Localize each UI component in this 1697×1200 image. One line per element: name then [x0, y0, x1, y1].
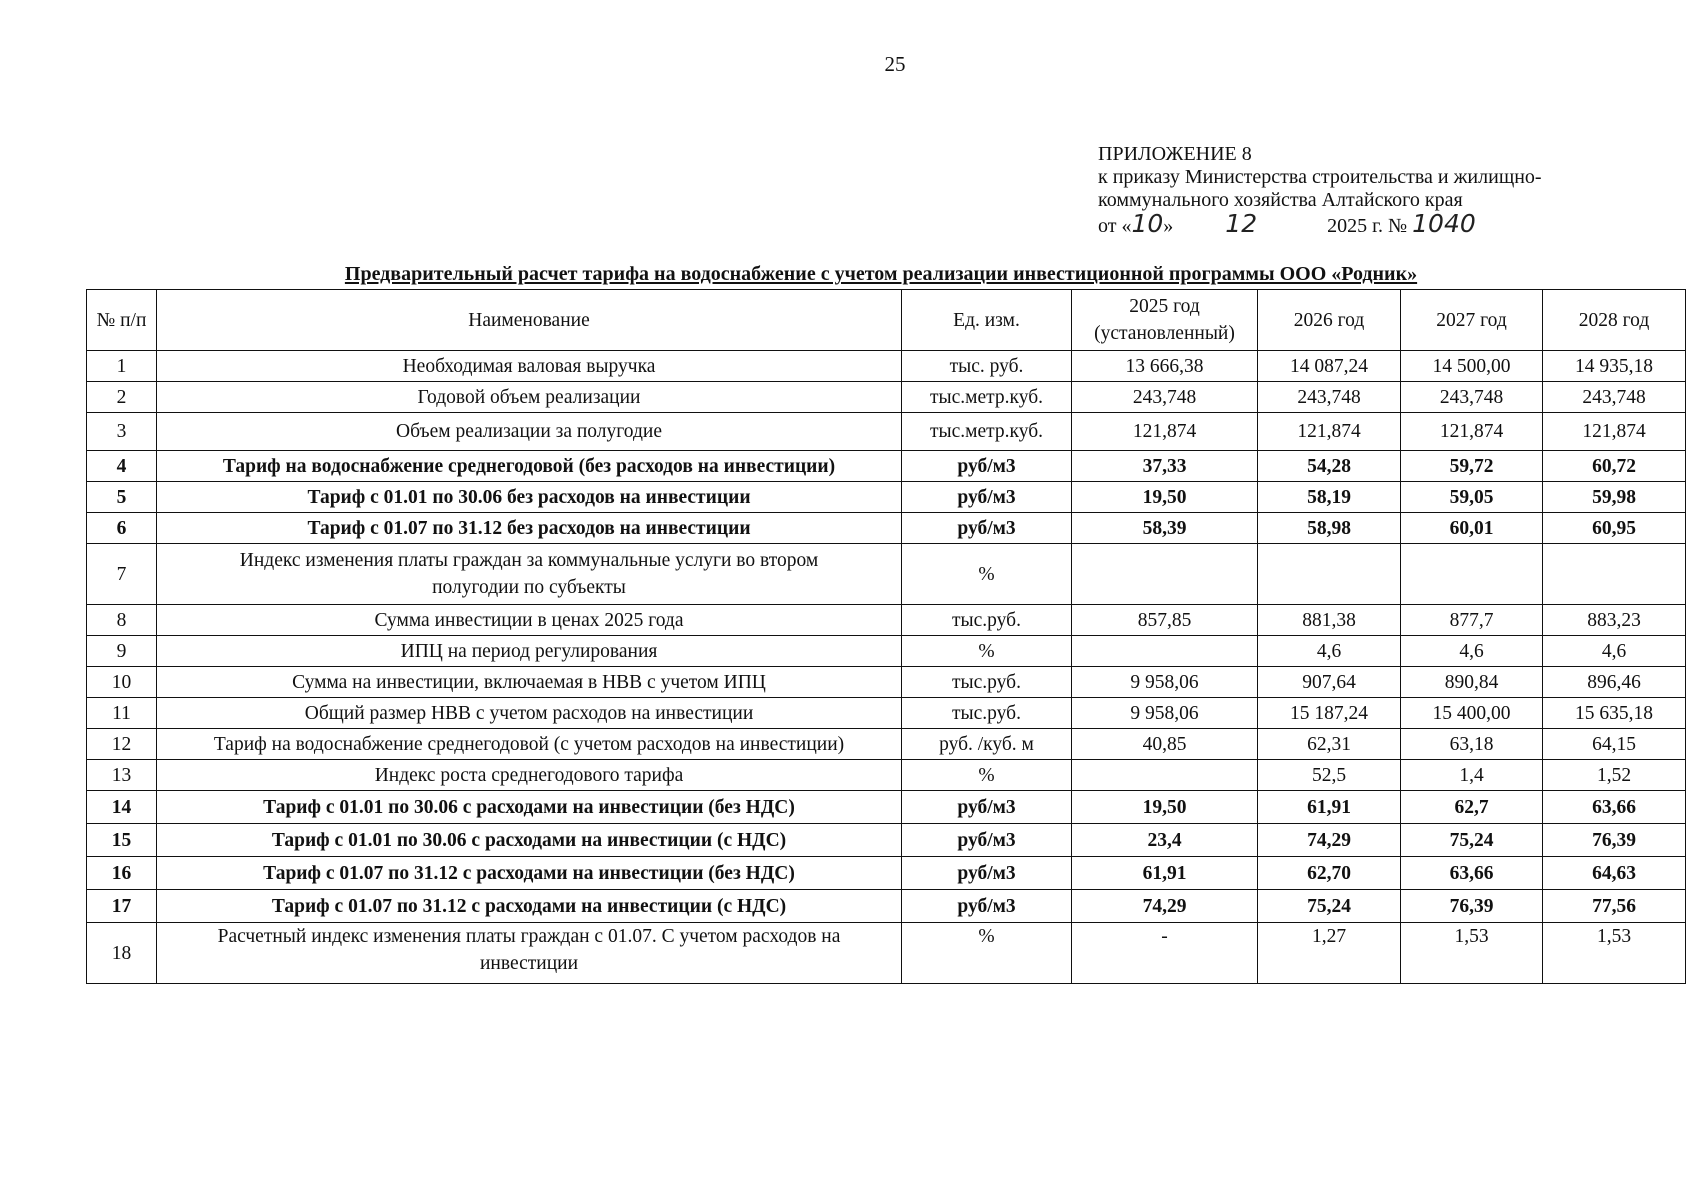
row-2025: 37,33: [1072, 451, 1258, 482]
row-name: [157, 544, 902, 605]
table-row: [87, 857, 1686, 890]
row-unit: %: [902, 923, 1072, 984]
row-2028: 1,52: [1543, 760, 1686, 791]
row-unit: тыс.метр.куб.: [902, 382, 1072, 413]
row-2028: 15 635,18: [1543, 698, 1686, 729]
row-2025: 19,50: [1072, 791, 1258, 824]
row-num: 18: [87, 923, 157, 984]
header-name: Наименование: [157, 290, 902, 351]
row-name: Сумма инвестиции в ценах 2025 года: [157, 605, 902, 636]
table-row: [87, 605, 1686, 636]
row-2027: 75,24: [1401, 824, 1543, 857]
row-num: 11: [87, 698, 157, 729]
table-row: [87, 824, 1686, 857]
row-unit: руб. /куб. м: [902, 729, 1072, 760]
row-2025: -: [1072, 923, 1258, 984]
row-2027: 1,53: [1401, 923, 1543, 984]
row-num: 1: [87, 351, 157, 382]
handwritten-month: 12: [1225, 209, 1258, 238]
appendix-order-line-2: коммунального хозяйства Алтайского края: [1098, 189, 1463, 211]
table-row: [87, 482, 1686, 513]
table-row: [87, 513, 1686, 544]
row-2025: [1072, 636, 1258, 667]
row-2027: 63,18: [1401, 729, 1543, 760]
table-row: [87, 413, 1686, 451]
row-name: Тариф с 01.07 по 31.12 с расходами на инвестиции (без НДС): [157, 857, 902, 890]
row-2026: 52,5: [1258, 760, 1401, 791]
row-num: 17: [87, 890, 157, 923]
row-unit: руб/м3: [902, 451, 1072, 482]
table-row: [87, 890, 1686, 923]
row-2027: 1,4: [1401, 760, 1543, 791]
row-2028: 1,53: [1543, 923, 1686, 984]
header-2025: [1072, 290, 1258, 351]
row-unit: руб/м3: [902, 857, 1072, 890]
row-unit: руб/м3: [902, 824, 1072, 857]
row-num: 3: [87, 413, 157, 451]
row-name: Тариф с 01.01 по 30.06 без расходов на инвестиции: [157, 482, 902, 513]
row-num: 16: [87, 857, 157, 890]
row-2028: 76,39: [1543, 824, 1686, 857]
row-num: 14: [87, 791, 157, 824]
row-name: Объем реализации за полугодие: [157, 413, 902, 451]
table-row: [87, 698, 1686, 729]
header-2025-line2: (установленный): [1094, 323, 1235, 344]
row-num: 9: [87, 636, 157, 667]
row-name-line2: полугодии по субъекты: [432, 577, 626, 598]
row-2025: 121,874: [1072, 413, 1258, 451]
appendix-title: ПРИЛОЖЕНИЕ 8: [1098, 143, 1252, 165]
row-num: 8: [87, 605, 157, 636]
document-title: Предварительный расчет тарифа на водоснабжение с учетом реализации инвестиционной программы ООО «Родник»: [344, 263, 1418, 285]
row-2027: 14 500,00: [1401, 351, 1543, 382]
row-2026: 61,91: [1258, 791, 1401, 824]
row-unit: руб/м3: [902, 890, 1072, 923]
year-text: 2025 г. №: [1327, 215, 1408, 237]
row-2026: 1,27: [1258, 923, 1401, 984]
row-2027: 63,66: [1401, 857, 1543, 890]
row-2026: 4,6: [1258, 636, 1401, 667]
row-2028: 896,46: [1543, 667, 1686, 698]
row-name: ИПЦ на период регулирования: [157, 636, 902, 667]
row-num: 12: [87, 729, 157, 760]
row-num: 2: [87, 382, 157, 413]
row-2028: 14 935,18: [1543, 351, 1686, 382]
row-2027: 243,748: [1401, 382, 1543, 413]
table-row: [87, 636, 1686, 667]
row-2025: 857,85: [1072, 605, 1258, 636]
row-unit: тыс.метр.куб.: [902, 413, 1072, 451]
handwritten-order-number: 1040: [1412, 209, 1476, 238]
row-num: 13: [87, 760, 157, 791]
page-number: 25: [884, 52, 906, 76]
row-2027: 890,84: [1401, 667, 1543, 698]
row-2028: [1543, 544, 1686, 605]
row-name: Тариф на водоснабжение среднегодовой (без расходов на инвестиции): [157, 451, 902, 482]
table-row: [87, 923, 1686, 984]
row-unit: %: [902, 636, 1072, 667]
row-name: Общий размер НВВ с учетом расходов на инвестиции: [157, 698, 902, 729]
row-2027: 15 400,00: [1401, 698, 1543, 729]
table-row: [87, 667, 1686, 698]
row-2026: 58,98: [1258, 513, 1401, 544]
row-2028: 60,95: [1543, 513, 1686, 544]
row-name: Тариф с 01.01 по 30.06 с расходами на инвестиции (без НДС): [157, 791, 902, 824]
row-2026: 14 087,24: [1258, 351, 1401, 382]
row-2026: 62,31: [1258, 729, 1401, 760]
row-2025: 13 666,38: [1072, 351, 1258, 382]
row-2027: 62,7: [1401, 791, 1543, 824]
row-2025: 243,748: [1072, 382, 1258, 413]
row-2025: 9 958,06: [1072, 667, 1258, 698]
table-row: [87, 760, 1686, 791]
row-2028: 883,23: [1543, 605, 1686, 636]
header-2028: 2028 год: [1543, 290, 1686, 351]
row-2028: 64,15: [1543, 729, 1686, 760]
row-2026: [1258, 544, 1401, 605]
row-2026: 54,28: [1258, 451, 1401, 482]
row-2025: [1072, 544, 1258, 605]
row-num: 6: [87, 513, 157, 544]
row-2027: 59,05: [1401, 482, 1543, 513]
table-row: [87, 729, 1686, 760]
row-2026: 243,748: [1258, 382, 1401, 413]
row-unit: %: [902, 760, 1072, 791]
date-prefix: от «: [1098, 215, 1132, 237]
row-2025: 61,91: [1072, 857, 1258, 890]
header-2026: 2026 год: [1258, 290, 1401, 351]
row-unit: тыс.руб.: [902, 605, 1072, 636]
row-name-line1: Расчетный индекс изменения платы граждан с 01.07. С учетом расходов на: [217, 926, 841, 947]
row-name: Индекс роста среднегодового тарифа: [157, 760, 902, 791]
row-2025: 19,50: [1072, 482, 1258, 513]
header-2025-line1: 2025 год: [1129, 296, 1200, 317]
row-name: Необходимая валовая выручка: [157, 351, 902, 382]
row-name-line1: Индекс изменения платы граждан за коммунальные услуги во втором: [239, 550, 819, 571]
row-unit: руб/м3: [902, 513, 1072, 544]
row-name: Тариф на водоснабжение среднегодовой (с учетом расходов на инвестиции): [157, 729, 902, 760]
row-2027: [1401, 544, 1543, 605]
appendix-order-line-1: к приказу Министерства строительства и жилищно-: [1098, 166, 1542, 188]
row-2028: 4,6: [1543, 636, 1686, 667]
header-num: № п/п: [87, 290, 157, 351]
appendix-date-line: [1098, 209, 1542, 238]
row-2028: 63,66: [1543, 791, 1686, 824]
row-2028: 121,874: [1543, 413, 1686, 451]
row-unit: руб/м3: [902, 791, 1072, 824]
row-2027: 60,01: [1401, 513, 1543, 544]
row-name: Тариф с 01.01 по 30.06 с расходами на инвестиции (с НДС): [157, 824, 902, 857]
row-2028: 60,72: [1543, 451, 1686, 482]
row-2027: 121,874: [1401, 413, 1543, 451]
row-2025: 9 958,06: [1072, 698, 1258, 729]
table-row: [87, 791, 1686, 824]
table-header-row: [87, 290, 1686, 351]
table-row: [87, 544, 1686, 605]
row-name: Годовой объем реализации: [157, 382, 902, 413]
row-2028: 243,748: [1543, 382, 1686, 413]
row-2028: 77,56: [1543, 890, 1686, 923]
row-unit: тыс.руб.: [902, 698, 1072, 729]
row-2025: 58,39: [1072, 513, 1258, 544]
row-name: Тариф с 01.07 по 31.12 с расходами на инвестиции (с НДС): [157, 890, 902, 923]
row-num: 15: [87, 824, 157, 857]
row-2026: 881,38: [1258, 605, 1401, 636]
row-2026: 58,19: [1258, 482, 1401, 513]
row-2026: 121,874: [1258, 413, 1401, 451]
row-name-line2: инвестиции: [479, 953, 579, 974]
row-unit: %: [902, 544, 1072, 605]
row-2026: 74,29: [1258, 824, 1401, 857]
table-row: [87, 451, 1686, 482]
row-2026: 62,70: [1258, 857, 1401, 890]
row-2027: 877,7: [1401, 605, 1543, 636]
row-2028: 59,98: [1543, 482, 1686, 513]
row-2026: 75,24: [1258, 890, 1401, 923]
row-2028: 64,63: [1543, 857, 1686, 890]
table-row: [87, 382, 1686, 413]
table-row: [87, 351, 1686, 382]
row-unit: руб/м3: [902, 482, 1072, 513]
header-unit: Ед. изм.: [902, 290, 1072, 351]
row-2025: 74,29: [1072, 890, 1258, 923]
handwritten-day: 10: [1131, 209, 1164, 238]
row-2027: 76,39: [1401, 890, 1543, 923]
row-num: 4: [87, 451, 157, 482]
row-2026: 15 187,24: [1258, 698, 1401, 729]
tariff-table: [86, 289, 1686, 984]
row-name: [157, 923, 902, 984]
row-name: Тариф с 01.07 по 31.12 без расходов на инвестиции: [157, 513, 902, 544]
row-2026: 907,64: [1258, 667, 1401, 698]
row-num: 10: [87, 667, 157, 698]
row-2027: 59,72: [1401, 451, 1543, 482]
date-quote-close: »: [1163, 215, 1174, 237]
row-2025: [1072, 760, 1258, 791]
row-unit: тыс. руб.: [902, 351, 1072, 382]
row-2025: 40,85: [1072, 729, 1258, 760]
header-2027: 2027 год: [1401, 290, 1543, 351]
row-unit: тыс.руб.: [902, 667, 1072, 698]
row-2025: 23,4: [1072, 824, 1258, 857]
appendix-block: [1098, 143, 1542, 238]
row-num: 5: [87, 482, 157, 513]
row-num: 7: [87, 544, 157, 605]
row-2027: 4,6: [1401, 636, 1543, 667]
row-name: Сумма на инвестиции, включаемая в НВВ с учетом ИПЦ: [157, 667, 902, 698]
